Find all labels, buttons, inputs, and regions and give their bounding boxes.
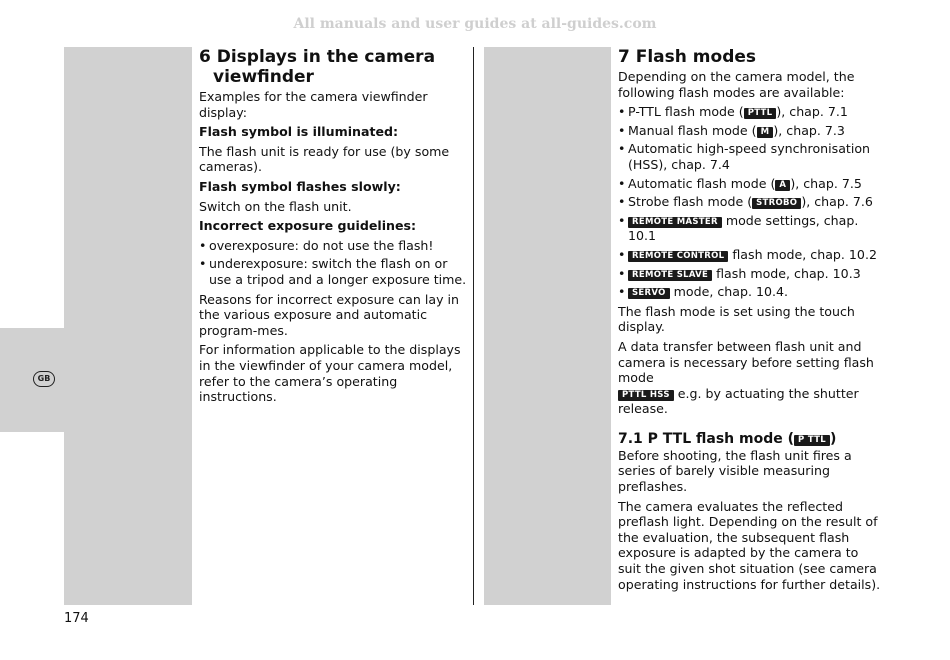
flash-mode-auto: • Automatic flash mode ( A ), chap. 7.5: [618, 176, 884, 192]
middle-gray-band: [484, 47, 611, 605]
viewfinder-reference-text: For information applicable to the displays in the viewfinder of your camera model, refer to the camera’s operating instructions.: [199, 342, 461, 405]
list-item: • overexposure: do not use the flash!: [199, 238, 467, 254]
flash-illuminated-label: Flash symbol is illuminated:: [199, 124, 399, 140]
section-7-1-heading: 7.1 P TTL flash mode ( P TTL ): [618, 430, 837, 447]
flash-modes-list: [618, 104, 884, 300]
manual-m-tag-icon: M: [757, 127, 774, 138]
flash-mode-pttl: • P-TTL flash mode ( PTTL ), chap. 7.1: [618, 104, 884, 120]
page-number: 174: [64, 611, 89, 626]
remote-slave-tag-icon: REMOTE SLAVE: [628, 270, 712, 281]
remote-master-tag-icon: REMOTE MASTER: [628, 217, 722, 228]
exposure-list: [199, 238, 467, 288]
section-6-heading-line2: viewfinder: [213, 67, 314, 87]
pttl-tag-icon: PTTL: [744, 108, 777, 119]
exposure-reasons-text: Reasons for incorrect exposure can lay in the various exposure and automatic program-mes.: [199, 291, 460, 338]
flash-mode-strobe: • Strobe flash mode ( STROBO ), chap. 7.6: [618, 194, 884, 210]
column-divider: [473, 47, 474, 605]
strobo-tag-icon: STROBO: [752, 198, 801, 209]
flash-slow-text: Switch on the flash unit.: [199, 198, 352, 214]
language-badge: GB: [33, 371, 55, 387]
section-7-heading: 7 Flash modes: [618, 47, 757, 67]
watermark: All manuals and user guides at all-guides.com: [293, 16, 657, 32]
flash-mode-manual: • Manual flash mode ( M ), chap. 7.3: [618, 123, 884, 139]
flash-modes-intro: Depending on the camera model, the following flash modes are available:: [618, 69, 855, 100]
left-gray-band: [64, 47, 192, 605]
flash-mode-servo: • SERVO mode, chap. 10.4.: [618, 284, 884, 300]
servo-tag-icon: SERVO: [628, 288, 670, 299]
flash-slow-label: Flash symbol flashes slowly:: [199, 178, 401, 194]
touch-display-text: The flash mode is set using the touch display.: [618, 303, 855, 335]
flash-mode-hss: • Automatic high-speed synchronisation (HSS), chap. 7.4: [618, 141, 884, 172]
flash-mode-remote-slave: • REMOTE SLAVE flash mode, chap. 10.3: [618, 266, 884, 282]
section-6-heading-line1: 6 Displays in the camera: [199, 47, 436, 67]
pttl-hss-tag-icon: PTTL HSS: [618, 390, 674, 401]
viewfinder-intro: Examples for the camera viewfinder display:: [199, 89, 428, 120]
preflash-text: Before shooting, the flash unit fires a series of barely visible measuring preflashes.: [618, 447, 852, 495]
auto-a-tag-icon: A: [775, 180, 790, 191]
flash-illuminated-text: The flash unit is ready for use (by some cameras).: [199, 143, 450, 175]
data-transfer-text: A data transfer between flash unit and camera is necessary before setting flash mode PTTL HSS e.g. by actuating the shutter release.: [618, 338, 874, 417]
list-item: • underexposure: switch the flash on or use a tripod and a longer exposure time.: [199, 256, 467, 287]
exposure-guidelines-label: Incorrect exposure guidelines:: [199, 218, 417, 234]
right-column: [618, 47, 884, 596]
section-6-heading: [199, 47, 467, 87]
flash-mode-remote-control: • REMOTE CONTROL flash mode, chap. 10.2: [618, 247, 884, 263]
p-ttl-tag-icon: P TTL: [794, 435, 830, 446]
evaluation-text: The camera evaluates the reflected preflash light. Depending on the result of the evaluation, the subsequent flash exposure is adapted by the camera to suit the given shot situation (see camera operating instructions for further details).: [618, 498, 881, 592]
left-column: [199, 47, 467, 409]
remote-control-tag-icon: REMOTE CONTROL: [628, 251, 728, 262]
flash-mode-remote-master: • REMOTE MASTER mode settings, chap. 10.1: [618, 213, 884, 244]
